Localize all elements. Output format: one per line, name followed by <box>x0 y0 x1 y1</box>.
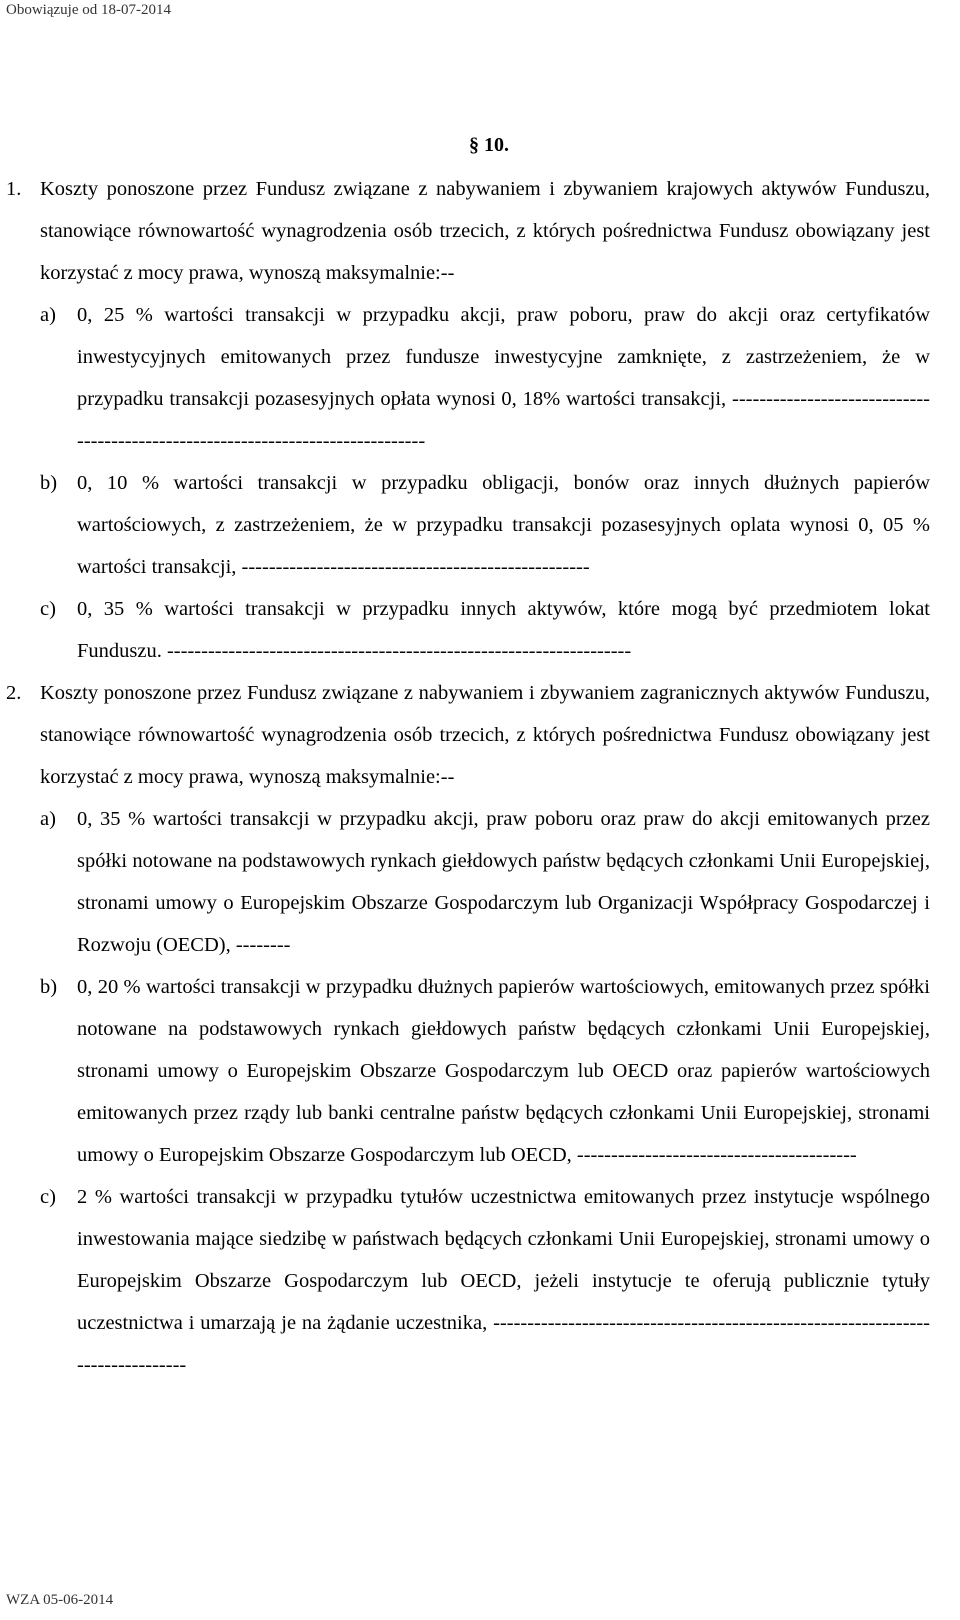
paragraph-number: 2. <box>6 682 22 704</box>
paragraph-text: Koszty ponoszone przez Fundusz związane z nabywaniem i zbywaniem krajowych aktywów Funduszu, stanowiące równowartość wynagrodzenia osób trzecich, z których pośrednictwa Fundusz obowiązany jest korzystać z mocy prawa, wynoszą maksymalnie:-- <box>40 178 930 284</box>
list-item-2a <box>0 798 960 966</box>
list-item-1b <box>0 462 960 588</box>
item-letter: c) <box>40 1186 56 1208</box>
list-item-1a <box>0 294 960 462</box>
item-text: 0, 25 % wartości transakcji w przypadku akcji, praw poboru, praw do akcji oraz certyfikatów inwestycyjnych emitowanych przez fundusze inwestycyjne zamknięte, z zastrzeżeniem, że w przypadku transakcji pozasesyjnych opłata wynosi 0, 18% wartości transakcji, -------------------------------------------------------------------------------- <box>77 304 930 452</box>
item-letter: b) <box>40 976 58 998</box>
effective-date-header: Obowiązuje od 18-07-2014 <box>6 2 171 18</box>
list-item-2b <box>0 966 960 1176</box>
list-item-1c <box>0 588 960 672</box>
item-text: 0, 35 % wartości transakcji w przypadku akcji, praw poboru oraz praw do akcji emitowanych przez spółki notowane na podstawowych rynkach giełdowych państw będących członkami Unii Europejskiej, stronami umowy o Europejskim Obszarze Gospodarczym lub Organizacji Współpracy Gospodarczej i Rozwoju (OECD), -------- <box>77 808 930 956</box>
item-letter: b) <box>40 472 58 494</box>
item-text: 0, 35 % wartości transakcji w przypadku innych aktywów, które mogą być przedmiotem lokat Funduszu. -------------------------------------------------------------------- <box>77 598 930 662</box>
item-letter: a) <box>40 808 56 830</box>
item-text: 0, 20 % wartości transakcji w przypadku dłużnych papierów wartościowych, emitowanych przez spółki notowane na podstawowych rynkach giełdowych państw będących członkami Unii Europejskiej, stronami umowy o Europejskim Obszarze Gospodarczym lub OECD oraz papierów wartościowych emitowanych przez rządy lub banki centralne państw będących członkami Unii Europejskiej, stronami umowy o Europejskim Obszarze Gospodarczym lub OECD, ----------------------------------------- <box>77 976 930 1166</box>
document-body <box>0 168 960 1386</box>
paragraph-2 <box>0 672 960 798</box>
paragraph-number: 1. <box>6 178 22 200</box>
list-item-2c <box>0 1176 960 1386</box>
item-text: 2 % wartości transakcji w przypadku tytułów uczestnictwa emitowanych przez instytucje wspólnego inwestowania mające siedzibę w państwach będących członkami Unii Europejskiej, stronami umowy o Europejskim Obszarze Gospodarczym lub OECD, jeżeli instytucje te oferują publicznie tytuły uczestnictwa i umarzają je na żądanie uczestnika, -------------------------------------------------------------------------------- <box>77 1186 930 1376</box>
section-heading: § 10. <box>469 134 509 156</box>
paragraph-text: Koszty ponoszone przez Fundusz związane z nabywaniem i zbywaniem zagranicznych aktywów Funduszu, stanowiące równowartość wynagrodzenia osób trzecich, z których pośrednictwa Fundusz obowiązany jest korzystać z mocy prawa, wynoszą maksymalnie:-- <box>40 682 930 788</box>
item-text: 0, 10 % wartości transakcji w przypadku obligacji, bonów oraz innych dłużnych papierów wartościowych, z zastrzeżeniem, że w przypadku transakcji pozasesyjnych oplata wynosi 0, 05 % wartości transakcji, --------------------------------------------------- <box>77 472 930 578</box>
item-letter: c) <box>40 598 56 620</box>
document-code-footer: WZA 05-06-2014 <box>6 1592 114 1608</box>
paragraph-1 <box>0 168 960 294</box>
item-letter: a) <box>40 304 56 326</box>
